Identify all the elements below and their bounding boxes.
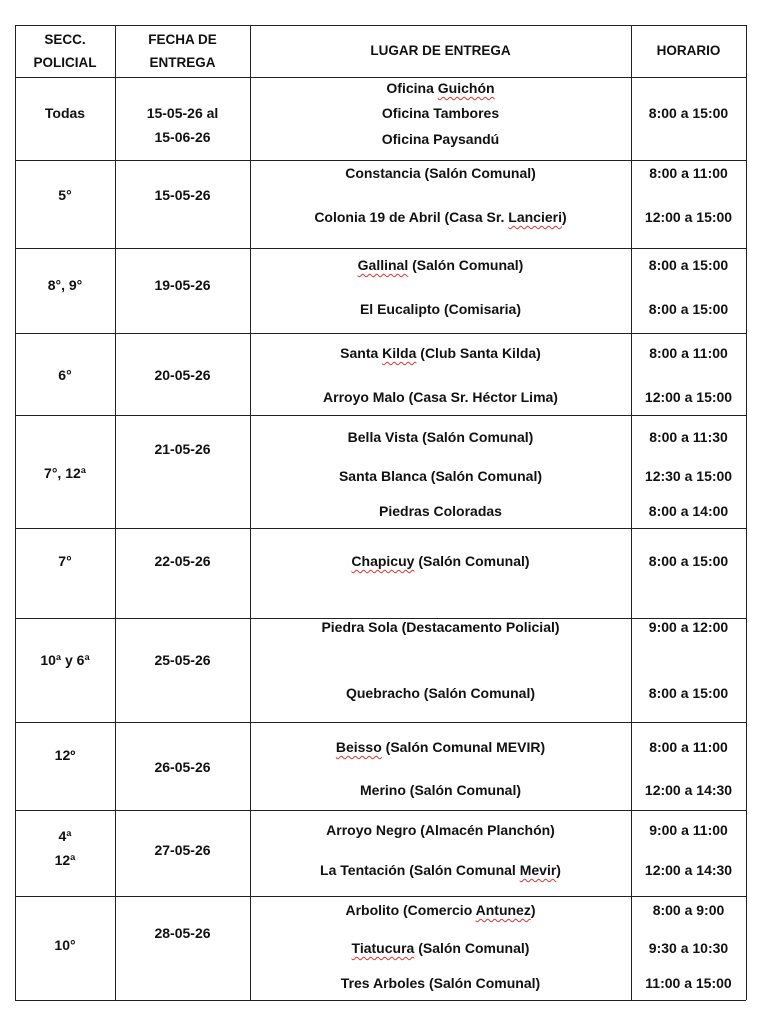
- fecha-cell: 28-05-26: [154, 925, 211, 941]
- place-mark: Chapicuy: [351, 553, 415, 569]
- horario-cell: 8:00 a 11:00: [649, 739, 728, 755]
- place-cell: [250, 345, 631, 361]
- place-cell: [250, 131, 631, 147]
- place-cell: [250, 301, 631, 317]
- seccion-cell: 7°: [58, 553, 72, 569]
- place-cell: [250, 80, 631, 96]
- fecha-cell: [115, 101, 250, 149]
- place-mark: Gallinal: [357, 257, 409, 273]
- horario-cell: 8:00 a 15:00: [648, 105, 729, 121]
- table-rule: [15, 160, 746, 161]
- horario-cell: 8:00 a 11:00: [649, 165, 728, 181]
- place-post: ): [530, 902, 536, 918]
- place-cell: [250, 105, 631, 121]
- table-rule: [15, 1000, 746, 1001]
- delivery-schedule-table: [15, 25, 746, 1000]
- fecha-cell: 19-05-26: [154, 277, 211, 293]
- place-pre: Constancia (Salón Comunal): [345, 165, 536, 181]
- fecha-cell: 15-05-26: [154, 187, 211, 203]
- horario-cell: 8:00 a 11:30: [649, 429, 728, 445]
- place-cell: [250, 940, 631, 956]
- header-horario-text: HORARIO: [656, 43, 721, 58]
- place-cell: [250, 209, 631, 225]
- place-pre: Colonia 19 de Abril (Casa Sr.: [314, 209, 509, 225]
- seccion-cell: [15, 824, 115, 872]
- header-fecha-text: FECHA DE: [148, 32, 217, 47]
- table-rule: [15, 896, 746, 897]
- seccion-cell: 7°, 12ª: [44, 465, 86, 481]
- place-mark: Lancieri: [508, 209, 562, 225]
- place-cell: [250, 553, 631, 569]
- header-fecha: [115, 28, 250, 74]
- seccion-cell: 12º: [54, 747, 76, 763]
- place-pre: Bella Vista (Salón Comunal): [347, 429, 534, 445]
- horario-cell: 11:00 a 15:00: [645, 975, 732, 991]
- place-cell: [250, 975, 631, 991]
- horario-cell: 8:00 a 15:00: [648, 257, 729, 273]
- place-pre: Arroyo Negro (Almacén Planchón): [326, 822, 555, 838]
- fecha-cell: 26-05-26: [154, 759, 211, 775]
- seccion-cell-line: 12ª: [54, 852, 76, 868]
- seccion-cell: 10ª y 6ª: [40, 652, 90, 668]
- horario-cell: 9:00 a 11:00: [649, 822, 728, 838]
- place-cell: [250, 862, 631, 878]
- place-mark: Beisso: [335, 739, 382, 755]
- place-cell: [250, 902, 631, 918]
- place-cell: [250, 739, 631, 755]
- place-post: (Salón Comunal): [414, 553, 530, 569]
- table-rule: [15, 810, 746, 811]
- place-pre: El Eucalipto (Comisaria): [359, 301, 522, 317]
- place-cell: [250, 429, 631, 445]
- horario-cell: 8:00 a 15:00: [648, 685, 729, 701]
- place-pre: Oficina Paysandú: [381, 131, 500, 147]
- place-pre: Oficina Tambores: [381, 105, 500, 121]
- horario-cell: 8:00 a 11:00: [649, 345, 728, 361]
- table-rule: [15, 25, 746, 26]
- horario-cell: 8:00 a 9:00: [652, 902, 725, 918]
- seccion-cell: Todas: [44, 105, 86, 121]
- horario-cell: 12:00 a 14:30: [644, 862, 733, 878]
- table-rule: [746, 25, 747, 1000]
- table-rule: [15, 77, 746, 78]
- place-pre: Santa: [340, 345, 383, 361]
- horario-cell: 12:00 a 14:30: [644, 782, 733, 798]
- place-cell: [250, 468, 631, 484]
- place-pre: Oficina: [386, 80, 438, 96]
- seccion-cell: 8°, 9°: [47, 277, 83, 293]
- header-lugar: [250, 39, 631, 62]
- horario-cell: 12:30 a 15:00: [644, 468, 733, 484]
- table-rule: [15, 415, 746, 416]
- header-seccion-text: SECC.: [44, 32, 86, 47]
- place-mark: Guichón: [437, 80, 495, 96]
- horario-cell: 8:00 a 15:00: [648, 553, 729, 569]
- fecha-cell-line: 15-05-26 al: [146, 105, 219, 121]
- header-horario: [631, 39, 746, 62]
- fecha-cell: 22-05-26: [154, 553, 211, 569]
- header-lugar-text: LUGAR DE ENTREGA: [370, 43, 511, 58]
- place-post: (Club Santa Kilda): [416, 345, 541, 361]
- horario-cell: 8:00 a 15:00: [648, 301, 729, 317]
- place-mark: Tiatucura: [351, 940, 415, 956]
- fecha-cell: 25-05-26: [154, 652, 211, 668]
- place-pre: La Tentación (Salón Comunal: [320, 862, 520, 878]
- table-rule: [15, 248, 746, 249]
- fecha-cell-line: 15-06-26: [154, 129, 211, 145]
- place-cell: [250, 389, 631, 405]
- place-post: (Salón Comunal MEVIR): [381, 739, 546, 755]
- header-fecha-text: ENTREGA: [149, 55, 216, 70]
- place-mark: Antunez: [475, 902, 531, 918]
- horario-cell: 9:00 a 12:00: [648, 619, 729, 635]
- seccion-cell: 5°: [58, 187, 72, 203]
- place-post: (Salón Comunal): [408, 257, 524, 273]
- horario-cell: 9:30 a 10:30: [648, 940, 729, 956]
- fecha-cell: 20-05-26: [154, 367, 211, 383]
- horario-cell: 12:00 a 15:00: [644, 209, 733, 225]
- horario-cell: 12:00 a 15:00: [644, 389, 733, 405]
- place-post: (Salón Comunal): [414, 940, 530, 956]
- place-mark: Kilda: [382, 345, 417, 361]
- seccion-cell: 6°: [58, 367, 72, 383]
- place-cell: [250, 685, 631, 701]
- table-rule: [15, 333, 746, 334]
- place-pre: Piedra Sola (Destacamento Policial): [321, 619, 560, 635]
- place-pre: Arbolito (Comercio: [345, 902, 476, 918]
- seccion-cell-line: 4ª: [58, 828, 72, 844]
- place-pre: Arroyo Malo (Casa Sr. Héctor Lima): [323, 389, 558, 405]
- place-cell: [250, 619, 631, 635]
- place-pre: Santa Blanca (Salón Comunal): [338, 468, 543, 484]
- place-cell: [250, 165, 631, 181]
- place-pre: Quebracho (Salón Comunal): [345, 685, 535, 701]
- table-rule: [15, 528, 746, 529]
- place-post: ): [556, 862, 561, 878]
- place-cell: [250, 782, 631, 798]
- seccion-cell: 10°: [54, 937, 76, 953]
- fecha-cell: 27-05-26: [154, 842, 211, 858]
- horario-cell: 8:00 a 14:00: [648, 503, 729, 519]
- place-post: ): [562, 209, 567, 225]
- place-cell: [250, 822, 631, 838]
- header-seccion-text: POLICIAL: [33, 55, 97, 70]
- fecha-cell: 21-05-26: [154, 441, 211, 457]
- place-pre: Piedras Coloradas: [379, 503, 502, 519]
- place-pre: Merino (Salón Comunal): [360, 782, 521, 798]
- place-mark: Mevir: [519, 862, 557, 878]
- table-rule: [15, 722, 746, 723]
- place-pre: Tres Arboles (Salón Comunal): [340, 975, 541, 991]
- header-seccion: [15, 28, 115, 74]
- place-cell: [250, 503, 631, 519]
- place-cell: [250, 257, 631, 273]
